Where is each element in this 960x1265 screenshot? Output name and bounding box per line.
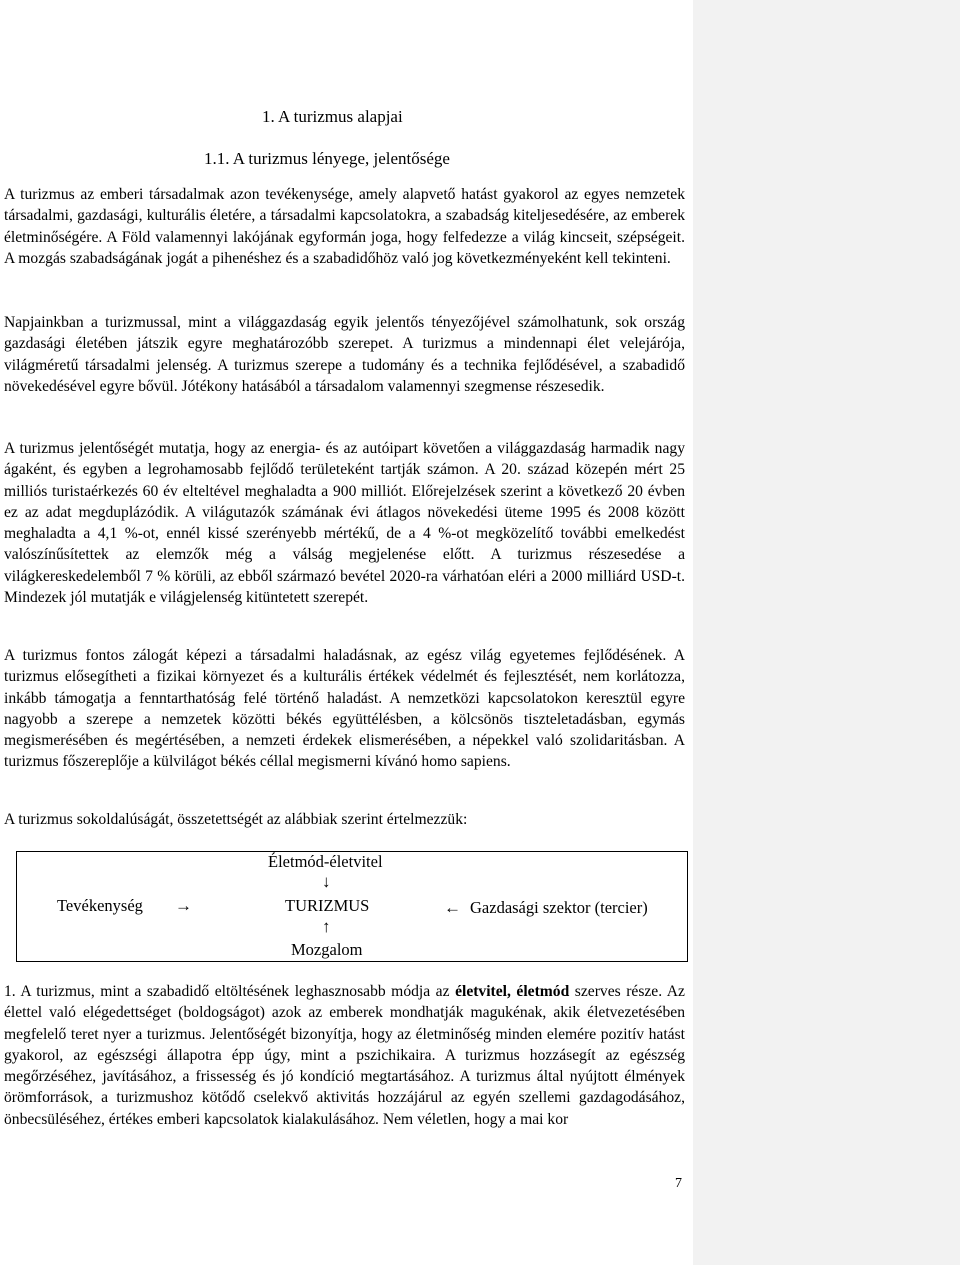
paragraph-6-start: 1. A turizmus, mint a szabadidő eltöltésének leghasznosabb módja az [4, 983, 456, 1000]
arrow-down-icon: ↓ [322, 872, 331, 891]
diagram-top-label: Életmód-életvitel [268, 852, 383, 871]
emphasis-text: életvitel, életmód [455, 983, 570, 1000]
arrow-left-icon: ← [444, 898, 461, 917]
diagram-bottom-label: Mozgalom [291, 940, 363, 959]
section-heading: 1.1. A turizmus lényege, jelentősége [204, 149, 450, 168]
paragraph-6 [4, 981, 685, 1130]
paragraph-3: A turizmus jelentőségét mutatja, hogy az energia- és az autóipart követően a világgazdaság harmadik nagy ágaként, és egyben a legrohamosabb fejlődő területeként tartják számon. A 20. század közepén mért 25 milliós turistaérkezés 60 év elteltével meghaladta a 900 milliót. Előrejelzések szerint a következő 20 évben ez az adat megduplázódik. A világutazók számának évi átlagos növekedési üteme 1995 és 2008 között meghaladta a 4,1 %-ot, ennél kissé szerényebb mértékű, de a 4 %-ot megközelítő további emelkedést valószínűsítettek az elemzők még a válság megjelenése előtt. A turizmus részesedése a világkereskedelemből 7 % körüli, az ebből származó bevétel 2020-ra várhatóan eléri a 2000 milliárd USD-t. Mindezek jól mutatják e világjelenség kitüntetett szerepét. [4, 440, 685, 607]
tourism-diagram [16, 851, 688, 962]
chapter-heading: 1. A turizmus alapjai [262, 107, 403, 126]
arrow-right-icon: → [175, 896, 192, 915]
page-number: 7 [675, 1176, 682, 1191]
diagram-right-label: Gazdasági szektor (tercier) [470, 898, 648, 917]
diagram-center-label: TURIZMUS [285, 896, 370, 915]
paragraph-1: A turizmus az emberi társadalmak azon tevékenysége, amely alapvető hatást gyakorol az egyes nemzetek társadalmi, gazdasági, kulturális életére, a társadalmi kapcsolatokra, a szabadság kiteljesedésére, az emberek életminőségére. A Föld valamennyi lakójának egyformán joga, hogy felfedezze a világ kincseit, szépségeit. A mozgás szabadságának jogát a pihenéshez és a szabadidőhöz való jog következményeként kell tekinteni. [4, 186, 685, 267]
paragraph-4: A turizmus fontos zálogát képezi a társadalmi haladásnak, az egész világ egyetemes fejlődésének. A turizmus elősegítheti a fizikai környezet és a kulturális értékek védelmét és fejlesztését, nem korlátozza, inkább támogatja a fenntarthatóság felé történő haladást. A nemzetközi kapcsolatokon keresztül egyre nagyobb a szerepe a nemzetek közötti békés együttélésben, a kölcsönös tiszteletadásban, egymás megismerésében és megértésében, a nemzeti érdekek elismerésében, a népekkel való szolidaritásban. A turizmus főszereplője a külvilágot békés céllal megismerni kívánó homo sapiens. [4, 647, 685, 771]
arrow-up-icon: ↑ [322, 917, 331, 936]
paragraph-5: A turizmus sokoldalúságát, összetettségét az alábbiak szerint értelmezzük: [4, 811, 468, 828]
comment-margin [693, 0, 960, 1265]
paragraph-2: Napjainkban a turizmussal, mint a világgazdaság egyik jelentős tényezőjével számolhatunk, sok ország gazdasági életében játszik egyre meghatározóbb szerepet. A turizmus a mindennapi élet velejárója, világméretű társadalmi jelenség. A turizmus szerepe a tudomány és a technika fejlődésével, a szabadidő növekedésével egyre bővül. Jótékony hatásából a társadalom valamennyi szegmense részesedik. [4, 314, 685, 395]
diagram-left-label: Tevékenység [57, 896, 143, 915]
paragraph-6-rest: szerves része. Az élettel való elégedettséget (boldogságot) azok az emberek mondhatják magukénak, akik életvezetésében megfelelő teret nyer a turizmus. Jelentőségét bizonyítja, hogy az életminőség minden elemére pozitív hatást gyakorol, az egészségi állapotra épp úgy, mint a pszichikaira. A turizmus hozzásegít az egészség megőrzéséhez, javításához, a frissesség és jó kondíció megtartásához. A turizmus által nyújtott élmények örömforrások, a turizmushoz kötődő cselekvő aktivitás hozzájárul az egyén szellemi gazdagodásához, önbecsüléséhez, értékes emberi kapcsolatok kialakulásához. Nem véletlen, hogy a mai kor [4, 983, 685, 1128]
